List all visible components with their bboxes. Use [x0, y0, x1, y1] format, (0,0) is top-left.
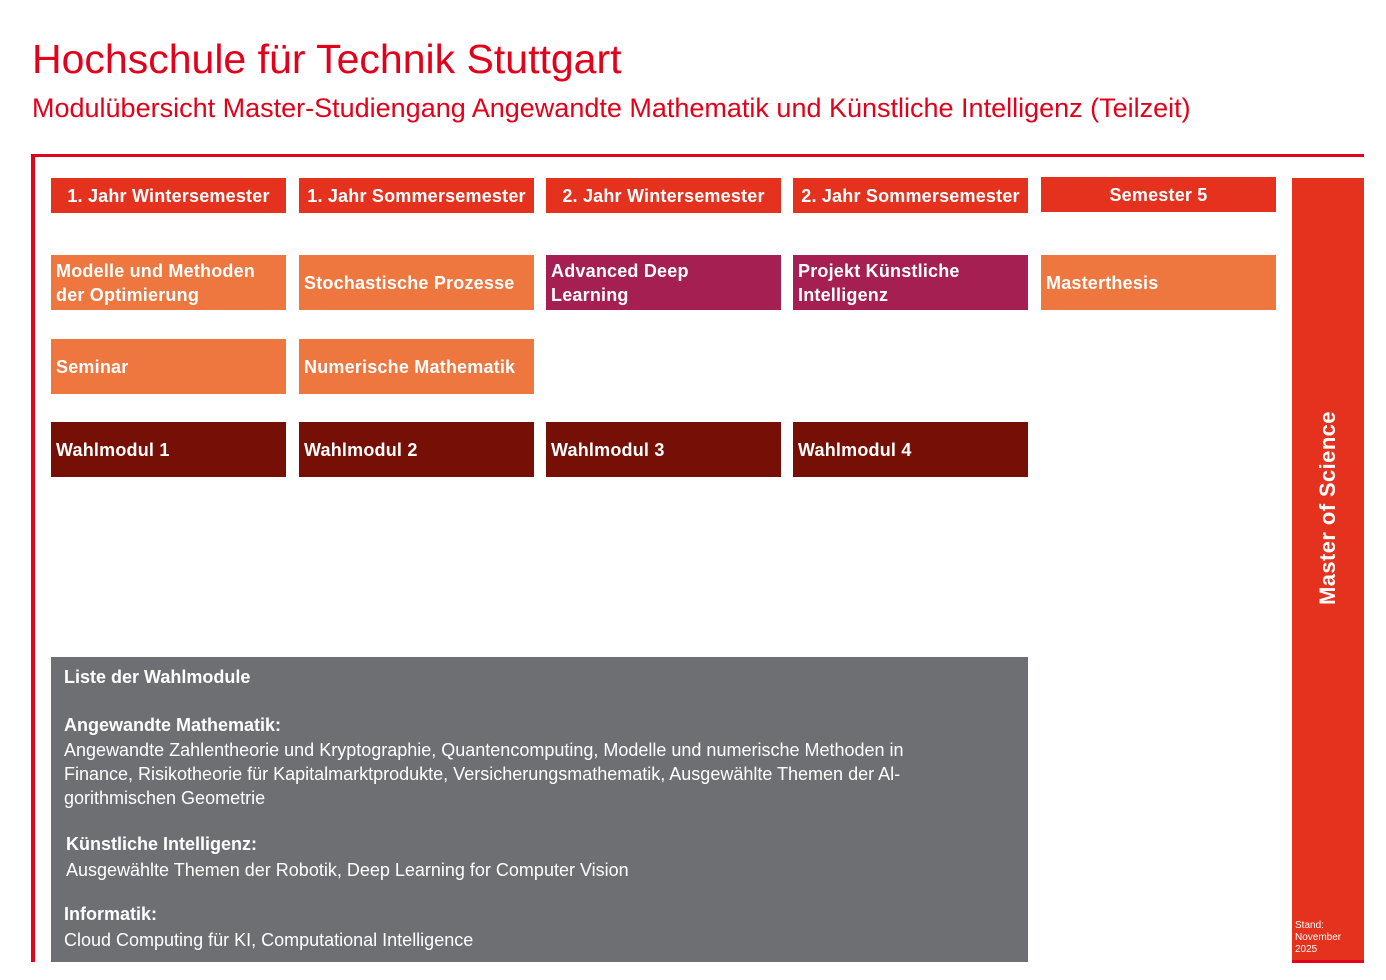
module-line: der Optimierung [56, 284, 200, 305]
module-line: Modelle und Methoden [56, 260, 255, 281]
group-line: Cloud Computing für KI, Computational Intelligence [64, 930, 474, 950]
semester-header-1: 1. Jahr Wintersemester [51, 178, 286, 213]
module-line: Intelligenz [798, 284, 889, 305]
semester-header-2: 1. Jahr Sommersemester [299, 178, 534, 213]
group-text-ki [66, 858, 1016, 882]
group-text-mathematik [64, 738, 1014, 810]
degree-bar [1292, 178, 1364, 960]
module-line: Masterthesis [1046, 272, 1159, 293]
semester-header-5: Semester 5 [1041, 177, 1276, 212]
frame-bottom-line [1292, 960, 1364, 963]
module-line: Learning [551, 284, 629, 305]
stand-line: 2025 [1295, 944, 1318, 955]
elective-list-title: Liste der Wahlmodule [64, 667, 251, 687]
module-wahlmodul-1: Wahlmodul 1 [51, 422, 286, 477]
stand-line: Stand: [1295, 920, 1324, 931]
module-seminar: Seminar [51, 339, 286, 394]
elective-list-panel [51, 657, 1028, 962]
module-stochastische-prozesse [299, 255, 534, 310]
module-projekt-ki [793, 255, 1028, 310]
group-heading-mathematik: Angewandte Mathematik: [64, 715, 282, 735]
module-numerische-mathematik: Numerische Mathematik [299, 339, 534, 394]
frame-top-line [31, 154, 1364, 157]
module-wahlmodul-2: Wahlmodul 2 [299, 422, 534, 477]
page-subtitle: Modulübersicht Master-Studiengang Angewandte Mathematik und Künstliche Intelligenz (Teilzeit) [32, 93, 1191, 123]
group-heading-ki: Künstliche Intelligenz: [66, 834, 258, 854]
module-line: Projekt Künstliche [798, 260, 960, 281]
group-heading-informatik: Informatik: [64, 904, 158, 924]
stand-note [1295, 920, 1363, 956]
module-wahlmodul-3: Wahlmodul 3 [546, 422, 781, 477]
group-line: gorithmischen Geometrie [64, 788, 266, 808]
group-line: Angewandte Zahlentheorie und Kryptographie, Quantencomputing, Modelle und numerische Methoden in [64, 740, 904, 760]
module-wahlmodul-4: Wahlmodul 4 [793, 422, 1028, 477]
frame-left-line [31, 154, 35, 962]
page-title: Hochschule für Technik Stuttgart [32, 36, 622, 82]
semester-header-3: 2. Jahr Wintersemester [546, 178, 781, 213]
stand-line: November [1295, 932, 1342, 943]
degree-label: Master of Science [1315, 411, 1340, 605]
group-line: Finance, Risikotheorie für Kapitalmarktprodukte, Versicherungsmathematik, Ausgewählte Themen der Al- [64, 764, 901, 784]
group-line: Ausgewählte Themen der Robotik, Deep Learning for Computer Vision [66, 860, 629, 880]
group-text-informatik [64, 928, 1014, 952]
module-line: Advanced Deep [551, 260, 689, 281]
semester-header-4: 2. Jahr Sommersemester [793, 178, 1028, 213]
module-optimierung [51, 255, 286, 310]
module-line: Stochastische Prozesse [304, 272, 515, 293]
module-masterthesis [1041, 255, 1276, 310]
module-advanced-deep-learning [546, 255, 781, 310]
